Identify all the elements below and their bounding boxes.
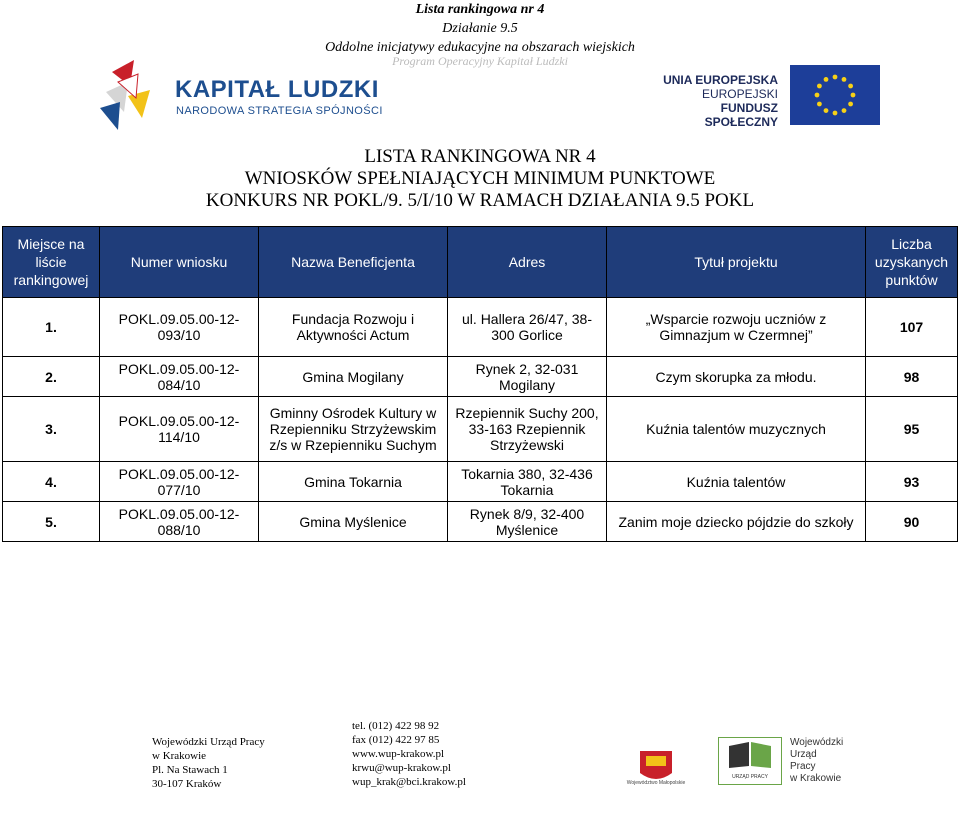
kapital-ludzki-title: KAPITAŁ LUDZKI <box>175 76 379 103</box>
eu-fund-label <box>646 73 778 129</box>
ranking-table <box>2 226 958 542</box>
cell-address: Rynek 8/9, 32-400 Myślenice <box>448 502 607 542</box>
up-logo-line1: Wojewódzki <box>790 737 844 748</box>
cell-address: Rzepiennik Suchy 200, 33-163 Rzepiennik Strzyżewski <box>448 397 607 462</box>
document-title <box>0 146 960 212</box>
table-row <box>3 298 958 357</box>
kapital-ludzki-logo-icon <box>98 52 156 134</box>
eu-line2: EUROPEJSKI <box>701 87 778 101</box>
cell-place: 2. <box>3 357 100 397</box>
urzad-pracy-logo-icon <box>718 737 782 785</box>
table-row <box>3 357 958 397</box>
cell-place: 4. <box>3 462 100 502</box>
cell-address: ul. Hallera 26/47, 38-300 Gorlice <box>448 298 607 357</box>
office-street: Pl. Na Stawach 1 <box>152 764 228 776</box>
col-address-header: Adres <box>448 227 607 298</box>
cell-beneficiary: Gmina Mogilany <box>259 357 448 397</box>
logo-bar <box>0 50 960 145</box>
up-logo-line4: w Krakowie <box>790 773 842 784</box>
running-header-subtitle: Oddolne inicjatywy edukacyjne na obszarach wiejskich <box>325 40 635 55</box>
cell-beneficiary: Gminny Ośrodek Kultury w Rzepienniku Strzyżewskim z/s w Rzepienniku Suchym <box>259 397 448 462</box>
office-city: w Krakowie <box>152 750 207 762</box>
document-footer <box>0 715 960 805</box>
cell-place: 5. <box>3 502 100 542</box>
up-logo-line3: Pracy <box>790 761 816 772</box>
contact-website: www.wup-krakow.pl <box>352 748 445 760</box>
contact-email1: krwu@wup-krakow.pl <box>352 762 451 774</box>
cell-beneficiary: Fundacja Rozwoju i Aktywności Actum <box>259 298 448 357</box>
office-address <box>152 735 265 791</box>
malopolska-logo-icon <box>626 747 686 787</box>
malopolska-label: Województwo Małopolskie <box>626 780 686 786</box>
contact-email2: wup_krak@bci.krakow.pl <box>352 776 466 788</box>
col-place-header: Miejsce na liście rankingowej <box>3 227 100 298</box>
contact-fax: fax (012) 422 97 85 <box>352 734 440 746</box>
office-postcode: 30-107 Kraków <box>152 778 222 790</box>
cell-place: 3. <box>3 397 100 462</box>
col-beneficiary-header: Nazwa Beneficjenta <box>259 227 448 298</box>
col-title-header: Tytuł projektu <box>607 227 866 298</box>
table-header-row <box>3 227 958 298</box>
table-row <box>3 502 958 542</box>
running-header-action: Działanie 9.5 <box>442 21 518 36</box>
cell-points: 90 <box>866 502 958 542</box>
urzad-pracy-inner-label: URZĄD PRACY <box>732 774 768 780</box>
title-line3: KONKURS NR POKL/9. 5/I/10 W RAMACH DZIAŁANIA 9.5 POKL <box>205 190 755 211</box>
cell-number: POKL.09.05.00-12-093/10 <box>100 298 259 357</box>
title-line1: LISTA RANKINGOWA NR 4 <box>364 146 596 167</box>
cell-points: 107 <box>866 298 958 357</box>
eu-line1: UNIA EUROPEJSKA <box>663 73 778 87</box>
cell-points: 98 <box>866 357 958 397</box>
office-name: Wojewódzki Urząd Pracy <box>152 736 265 748</box>
running-header-title: Lista rankingowa nr 4 <box>415 2 545 17</box>
running-header-program: Program Operacyjny Kapitał Ludzki <box>392 54 568 68</box>
cell-points: 95 <box>866 397 958 462</box>
eu-line3: FUNDUSZ SPOŁECZNY <box>704 101 778 129</box>
cell-place: 1. <box>3 298 100 357</box>
col-number-header: Numer wniosku <box>100 227 259 298</box>
urzad-pracy-logo-text <box>790 737 843 785</box>
cell-address: Tokarnia 380, 32-436 Tokarnia <box>448 462 607 502</box>
cell-address: Rynek 2, 32-031 Mogilany <box>448 357 607 397</box>
table-row <box>3 397 958 462</box>
col-points-header: Liczba uzyskanych punktów <box>866 227 958 298</box>
cell-number: POKL.09.05.00-12-084/10 <box>100 357 259 397</box>
cell-title: Zanim moje dziecko pójdzie do szkoły <box>607 502 866 542</box>
cell-number: POKL.09.05.00-12-088/10 <box>100 502 259 542</box>
office-contact <box>352 719 466 789</box>
cell-beneficiary: Gmina Tokarnia <box>259 462 448 502</box>
cell-points: 93 <box>866 462 958 502</box>
cell-title: „Wsparcie rozwoju uczniów z Gimnazjum w Czermnej” <box>607 298 866 357</box>
title-line2: WNIOSKÓW SPEŁNIAJĄCYCH MINIMUM PUNKTOWE <box>244 168 716 189</box>
cell-beneficiary: Gmina Myślenice <box>259 502 448 542</box>
up-logo-line2: Urząd <box>790 749 817 760</box>
kapital-ludzki-subtitle: NARODOWA STRATEGIA SPÓJNOŚCI <box>176 105 383 117</box>
eu-flag-icon <box>790 65 880 125</box>
cell-number: POKL.09.05.00-12-114/10 <box>100 397 259 462</box>
cell-title: Kuźnia talentów muzycznych <box>607 397 866 462</box>
cell-title: Kuźnia talentów <box>607 462 866 502</box>
cell-title: Czym skorupka za młodu. <box>607 357 866 397</box>
cell-number: POKL.09.05.00-12-077/10 <box>100 462 259 502</box>
contact-phone: tel. (012) 422 98 92 <box>352 720 440 732</box>
table-row <box>3 462 958 502</box>
